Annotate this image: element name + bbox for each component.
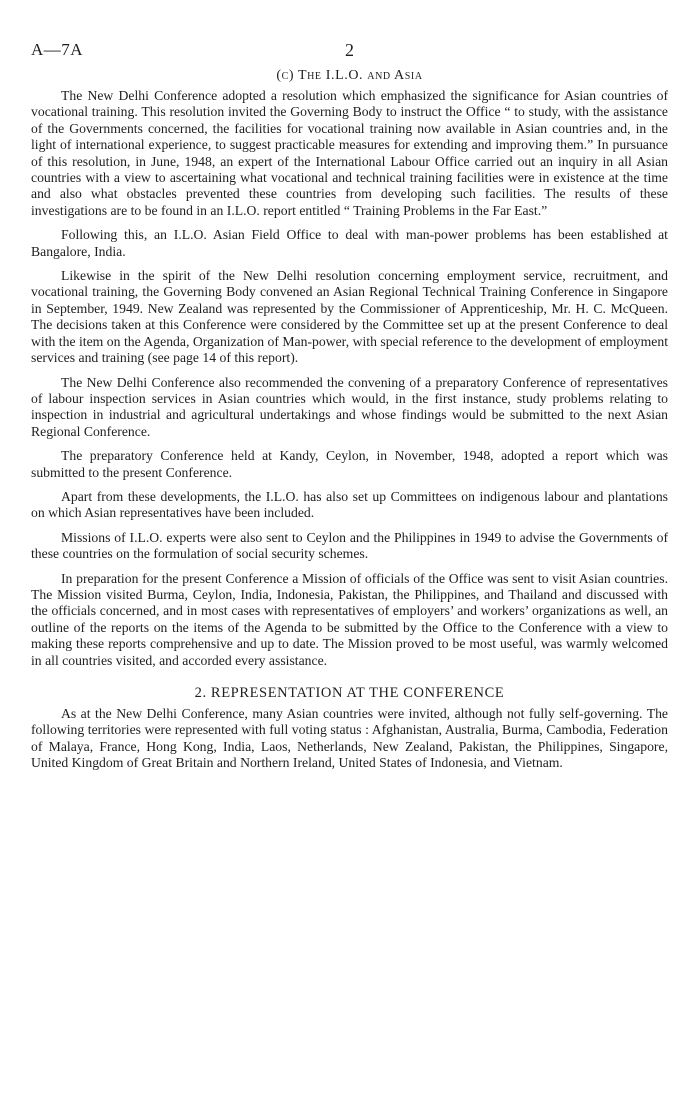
subsection-title: (c) The I.L.O. and Asia	[276, 68, 423, 83]
section-title: 2. REPRESENTATION AT THE CONFERENCE	[194, 685, 505, 701]
paragraph-preparation-mission: In preparation for the present Conference a Mission of officials of the Office was sent to visit Asian countries. The Mission visited Burma, Ceylon, India, Indonesia, Pakistan, the Philippines, and Thailand and discussed with the officials concerned, and in most cases with representatives of employers’ and workers’ organizations as well, an outline of the reports on the items of the Agenda to be submitted by the Office to the Conference with a view to making these reports comprehensive and up to date. The Mission proved to be most useful, was warmly welcomed in all countries visited, and accorded every assistance.	[31, 570, 668, 668]
page-header	[31, 40, 668, 66]
document-page	[31, 40, 668, 772]
paragraph-vocational-training: The New Delhi Conference adopted a resolution which emphasized the significance for Asian countries of vocational training. This resolution invited the Governing Body to instruct the Office “ to study, with the assistance of the Governments concerned, the facilities for vocational training now available in Asian countries and, in the light of international experience, to suggest practicable measures for extending and improving them.” In pursuance of this resolution, in June, 1948, an expert of the International Labour Office carried out an inquiry in all Asian countries with a view to ascertaining what vocational and technical training facilities were in existence at the time and also what obstacles prevented these countries from developing such facilities. The results of these investigations are to be found in an I.L.O. report entitled “ Training Problems in the Far East.”	[31, 88, 668, 218]
paragraph-field-office: Following this, an I.L.O. Asian Field Office to deal with man-power problems has been established at Bangalore, India.	[31, 227, 668, 259]
page-number: 2	[345, 40, 354, 60]
paragraph-representation: As at the New Delhi Conference, many Asian countries were invited, although not fully self-governing. The following territories were represented with full voting status : Afghanistan, Australia, Burma, Cambodia, Federation of Malaya, France, Hong Kong, India, Laos, Netherlands, New Zealand, Pakistan, the Philippines, Singapore, United Kingdom of Great Britain and Northern Ireland, United States of Indonesia, and Vietnam.	[31, 706, 668, 771]
document-reference: A—7A	[31, 40, 84, 59]
paragraph-labour-inspection: The New Delhi Conference also recommended the convening of a preparatory Conference of representatives of labour inspection services in Asian countries which would, in the first instance, study problems relating to inspection in industrial and agricultural undertakings and whose findings would be submitted to the next Asian Regional Conference.	[31, 374, 668, 439]
paragraph-technical-training-conference: Likewise in the spirit of the New Delhi resolution concerning employment service, recruitment, and vocational training, the Governing Body convened an Asian Regional Technical Training Conference in Singapore in September, 1949. New Zealand was represented by the Commissioner of Apprenticeship, Mr. H. C. McQueen. The decisions taken at this Conference were considered by the Committee set up at the present Conference to deal with the item on the Agenda, Organization of Man-power, with special reference to the development of employment services and training (see page 14 of this report).	[31, 268, 668, 366]
paragraph-committees: Apart from these developments, the I.L.O. has also set up Committees on indigenous labour and plantations on which Asian representatives have been included.	[31, 488, 668, 521]
paragraph-kandy-conference: The preparatory Conference held at Kandy, Ceylon, in November, 1948, adopted a report which was submitted to the present Conference.	[31, 448, 668, 480]
paragraph-missions: Missions of I.L.O. experts were also sent to Ceylon and the Philippines in 1949 to advise the Governments of these countries on the formulation of social security schemes.	[31, 529, 668, 562]
